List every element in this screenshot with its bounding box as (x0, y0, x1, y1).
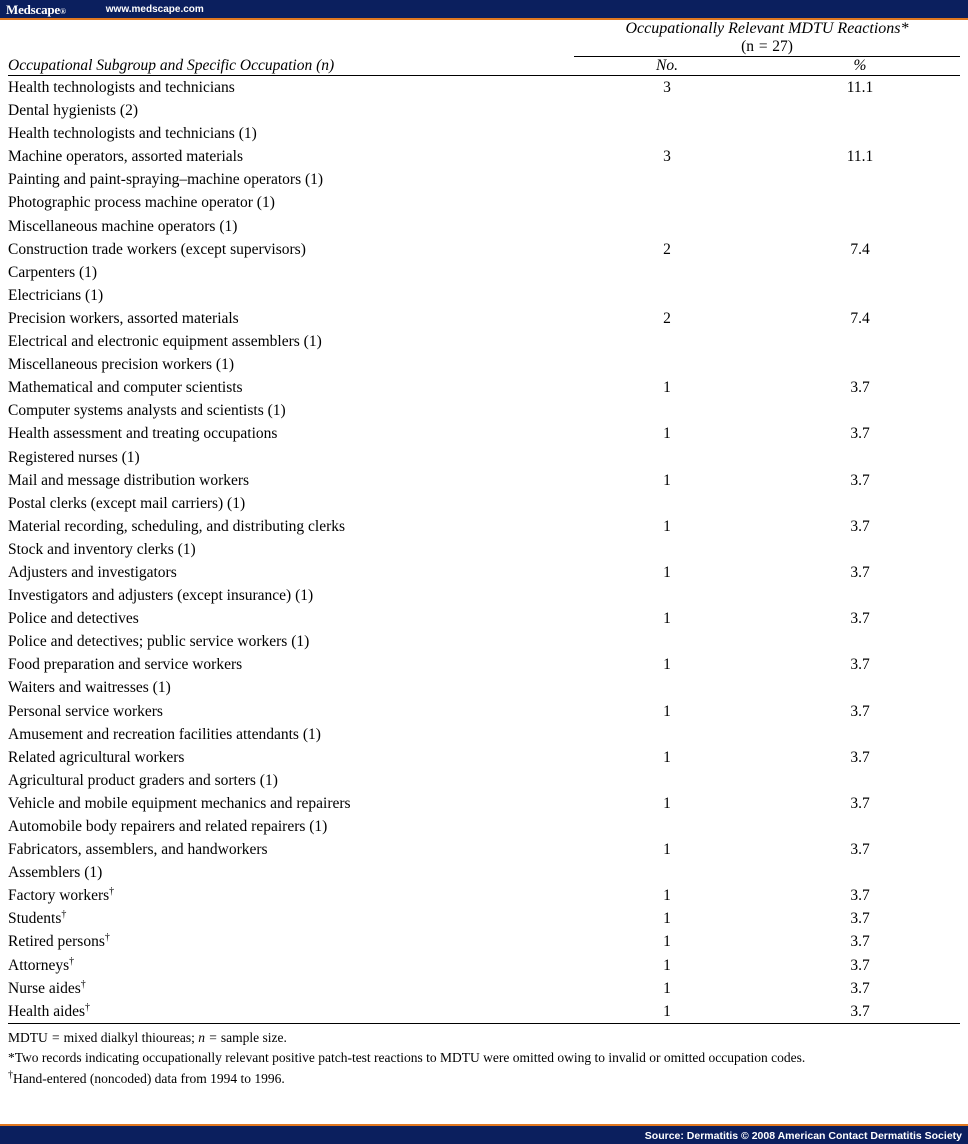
row-count: 1 (663, 563, 671, 581)
table-row (8, 122, 960, 145)
group-header-title: Occupationally Relevant MDTU Reactions* (625, 20, 909, 37)
row-count (574, 215, 760, 238)
table-sheet (0, 20, 968, 1089)
row-count: 1 (663, 610, 671, 628)
table-row (8, 815, 960, 838)
table-row (8, 145, 960, 168)
row-percent: 3.7 (850, 887, 870, 905)
row-count (574, 630, 760, 653)
row-percent: 7.4 (850, 240, 870, 258)
row-count (574, 676, 760, 699)
row-label: Investigators and adjusters (except insurance) (1) (8, 587, 314, 605)
source-bottom-bar (0, 1124, 968, 1144)
row-percent (760, 861, 960, 884)
row-label: Miscellaneous precision workers (1) (8, 356, 234, 374)
dagger-icon: † (109, 886, 115, 898)
row-label: Food preparation and service workers (8, 656, 243, 674)
row-count (574, 815, 760, 838)
table-row (8, 1000, 960, 1024)
table-row (8, 284, 960, 307)
row-percent: 3.7 (850, 933, 870, 951)
table-row (8, 907, 960, 930)
column-header-pct: % (853, 57, 867, 74)
row-label: Adjusters and investigators (8, 563, 177, 581)
row-percent: 3.7 (850, 1002, 870, 1020)
row-label: Material recording, scheduling, and distributing clerks (8, 517, 346, 535)
row-count: 1 (663, 887, 671, 905)
row-count (574, 723, 760, 746)
table-row (8, 769, 960, 792)
table-row (8, 977, 960, 1000)
row-percent: 3.7 (850, 379, 870, 397)
table-row (8, 630, 960, 653)
table-row (8, 492, 960, 515)
row-percent: 3.7 (850, 563, 870, 581)
table-row (8, 422, 960, 445)
row-count (574, 99, 760, 122)
row-percent (760, 584, 960, 607)
registered-mark-icon: ® (60, 6, 66, 16)
row-count: 1 (663, 471, 671, 489)
table-row (8, 653, 960, 676)
source-credit: Source: Dermatitis © 2008 American Contact Dermatitis Society (644, 1130, 962, 1142)
row-percent: 11.1 (846, 79, 874, 96)
table-row (8, 954, 960, 977)
row-label: Miscellaneous machine operators (1) (8, 217, 238, 235)
row-label: Photographic process machine operator (1) (8, 194, 275, 212)
row-count: 1 (663, 379, 671, 397)
footnote-abbreviations: MDTU = mixed dialkyl thioureas; n = sample size. (8, 1029, 287, 1045)
row-label: Health aides† (8, 1001, 91, 1020)
row-label: Health assessment and treating occupations (8, 425, 278, 443)
row-count (574, 861, 760, 884)
table-row (8, 584, 960, 607)
dagger-icon: † (61, 909, 67, 921)
row-label: Mathematical and computer scientists (8, 379, 243, 397)
table-row (8, 700, 960, 723)
row-count (574, 122, 760, 145)
row-label: Assemblers (1) (8, 864, 103, 882)
row-label: Construction trade workers (except supervisors) (8, 240, 306, 258)
group-header-row (8, 20, 960, 56)
medscape-top-bar (0, 0, 968, 20)
row-label: Factory workers† (8, 886, 115, 905)
table-row (8, 353, 960, 376)
row-count: 1 (663, 910, 671, 928)
row-label: Registered nurses (1) (8, 448, 140, 466)
row-percent (760, 353, 960, 376)
row-label: Waiters and waitresses (1) (8, 679, 171, 697)
row-label: Agricultural product graders and sorters (1) (8, 771, 278, 789)
table-row (8, 930, 960, 953)
row-label: Painting and paint-spraying–machine operators (1) (8, 171, 324, 189)
row-count (574, 446, 760, 469)
row-label: Carpenters (1) (8, 263, 98, 281)
column-header-row (8, 57, 960, 76)
row-percent (760, 538, 960, 561)
row-count (574, 399, 760, 422)
row-count (574, 261, 760, 284)
table-row (8, 76, 960, 100)
row-percent (760, 330, 960, 353)
row-label: Nurse aides† (8, 978, 86, 997)
row-label: Police and detectives; public service workers (1) (8, 633, 310, 651)
medscape-url: www.medscape.com (105, 3, 204, 15)
row-percent (760, 191, 960, 214)
row-percent: 3.7 (850, 702, 870, 720)
row-percent (760, 99, 960, 122)
row-count (574, 769, 760, 792)
table-row (8, 838, 960, 861)
table-header (8, 20, 960, 76)
dagger-icon: † (8, 1069, 13, 1081)
table-row (8, 399, 960, 422)
row-label: Stock and inventory clerks (1) (8, 540, 196, 558)
row-label: Postal clerks (except mail carriers) (1) (8, 494, 246, 512)
table-footnotes (8, 1024, 960, 1090)
row-label: Related agricultural workers (8, 748, 185, 766)
dagger-icon: † (69, 955, 75, 967)
row-percent (760, 399, 960, 422)
table-row (8, 307, 960, 330)
row-label: Health technologists and technicians (8, 79, 235, 96)
row-label: Health technologists and technicians (1) (8, 125, 257, 143)
occupation-reactions-table (8, 20, 960, 1024)
row-count: 1 (663, 656, 671, 674)
row-count (574, 538, 760, 561)
dagger-icon: † (80, 978, 86, 990)
row-percent (760, 492, 960, 515)
row-label: Personal service workers (8, 702, 163, 720)
row-count: 1 (663, 748, 671, 766)
row-label: Precision workers, assorted materials (8, 309, 239, 327)
table-row (8, 376, 960, 399)
row-percent (760, 630, 960, 653)
table-row (8, 330, 960, 353)
row-label: Automobile body repairers and related repairers (1) (8, 818, 328, 835)
row-count: 1 (663, 979, 671, 997)
dagger-icon: † (104, 932, 110, 944)
table-row (8, 746, 960, 769)
row-percent: 3.7 (850, 656, 870, 674)
row-label: Dental hygienists (2) (8, 102, 139, 120)
table-row (8, 792, 960, 815)
row-count: 1 (663, 1002, 671, 1020)
row-percent (760, 284, 960, 307)
table-row (8, 99, 960, 122)
table-row (8, 861, 960, 884)
row-percent: 3.7 (850, 956, 870, 974)
dagger-icon: † (85, 1001, 91, 1013)
footnote-dagger: †Hand-entered (noncoded) data from 1994 to 1996. (8, 1069, 285, 1086)
row-count: 2 (663, 309, 671, 327)
row-label: Electricians (1) (8, 286, 104, 304)
table-row (8, 446, 960, 469)
row-percent (760, 261, 960, 284)
row-count (574, 191, 760, 214)
row-count: 1 (663, 956, 671, 974)
row-count: 1 (663, 841, 671, 859)
row-label: Police and detectives (8, 610, 139, 628)
row-count (574, 492, 760, 515)
table-row (8, 238, 960, 261)
row-percent (760, 769, 960, 792)
row-percent: 11.1 (846, 148, 874, 166)
group-header-blank (8, 20, 574, 56)
row-count: 1 (663, 702, 671, 720)
row-label: Electrical and electronic equipment assemblers (1) (8, 333, 322, 351)
table-row (8, 723, 960, 746)
row-percent: 3.7 (850, 979, 870, 997)
row-count: 3 (663, 79, 671, 96)
row-percent: 3.7 (850, 425, 870, 443)
row-percent (760, 815, 960, 838)
table-row (8, 538, 960, 561)
table-row (8, 261, 960, 284)
row-percent: 3.7 (850, 517, 870, 535)
row-label: Students† (8, 909, 67, 928)
row-percent (760, 215, 960, 238)
column-header-no: No. (656, 57, 678, 74)
row-percent (760, 168, 960, 191)
table-row (8, 607, 960, 630)
table-row (8, 884, 960, 907)
row-percent: 3.7 (850, 610, 870, 628)
footnote-asterisk: *Two records indicating occupationally relevant positive patch-test reactions to MDTU were omitted owing to invalid or omitted occupation codes. (8, 1050, 806, 1066)
row-count (574, 353, 760, 376)
group-header-cell (574, 20, 960, 56)
row-count: 1 (663, 517, 671, 535)
row-percent (760, 446, 960, 469)
row-count (574, 330, 760, 353)
group-header-subtitle: (n = 27) (741, 38, 793, 55)
row-count: 1 (663, 933, 671, 951)
row-label: Amusement and recreation facilities attendants (1) (8, 725, 321, 743)
table-row (8, 168, 960, 191)
row-count: 3 (663, 148, 671, 166)
column-header-label: Occupational Subgroup and Specific Occupation (n) (8, 56, 335, 74)
table-row (8, 191, 960, 214)
row-percent: 3.7 (850, 910, 870, 928)
medscape-logo: Medscape® (6, 1, 66, 17)
table-row (8, 561, 960, 584)
row-count: 2 (663, 240, 671, 258)
table-row (8, 215, 960, 238)
row-count: 1 (663, 425, 671, 443)
table-row (8, 515, 960, 538)
row-count: 1 (663, 794, 671, 812)
row-count (574, 284, 760, 307)
row-percent (760, 723, 960, 746)
table-row (8, 469, 960, 492)
row-count (574, 584, 760, 607)
row-percent (760, 122, 960, 145)
row-percent: 3.7 (850, 471, 870, 489)
row-label: Retired persons† (8, 932, 110, 951)
row-percent: 3.7 (850, 794, 870, 812)
row-count (574, 168, 760, 191)
row-label: Mail and message distribution workers (8, 471, 250, 489)
table-row (8, 676, 960, 699)
row-label: Machine operators, assorted materials (8, 148, 243, 166)
row-label: Computer systems analysts and scientists (1) (8, 402, 286, 420)
row-percent (760, 676, 960, 699)
row-percent: 3.7 (850, 841, 870, 859)
table-body (8, 76, 960, 1024)
row-percent: 7.4 (850, 309, 870, 327)
row-label: Attorneys† (8, 955, 75, 974)
row-percent: 3.7 (850, 748, 870, 766)
row-label: Vehicle and mobile equipment mechanics and repairers (8, 794, 351, 812)
row-label: Fabricators, assemblers, and handworkers (8, 841, 268, 859)
